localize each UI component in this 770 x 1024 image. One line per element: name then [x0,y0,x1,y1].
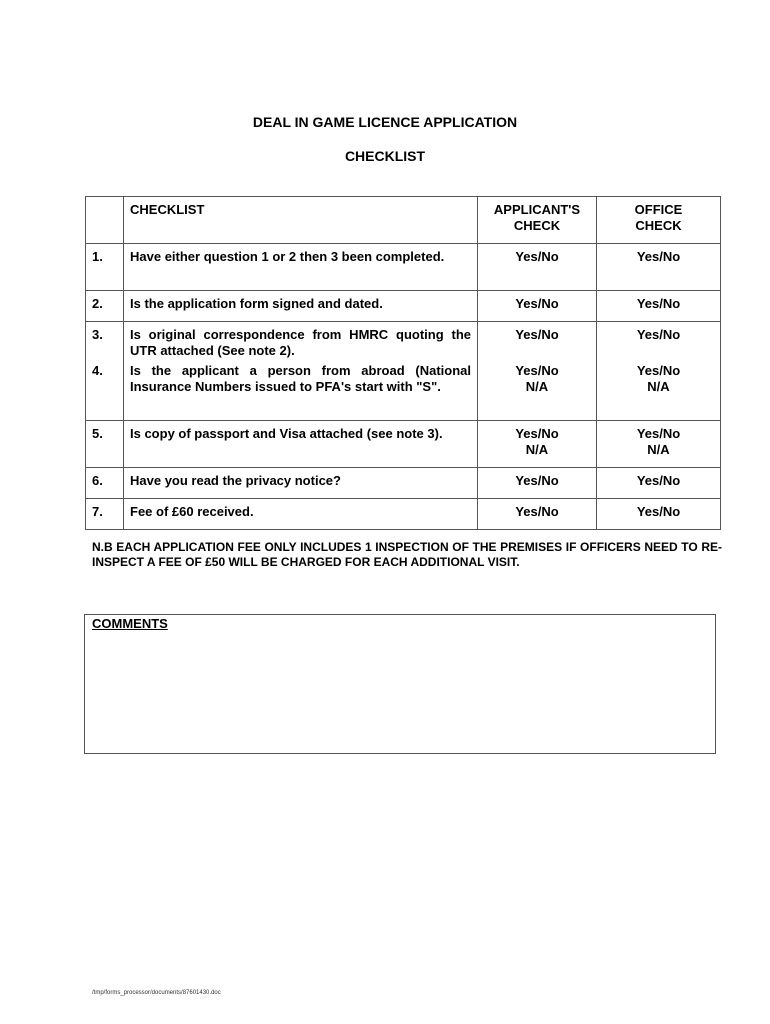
applicant-check-cell[interactable]: Yes/No [478,499,597,530]
document-title: DEAL IN GAME LICENCE APPLICATION [252,114,518,130]
document-subtitle: CHECKLIST [344,148,426,164]
applicant-check-cell[interactable]: Yes/No N/A [478,421,597,468]
header-checklist: CHECKLIST [124,197,478,244]
row-number: 3. [86,322,124,364]
header-applicant-check: APPLICANT'S CHECK [478,197,597,244]
table-row [86,421,721,468]
applicant-check-cell[interactable]: Yes/No [478,322,597,364]
table-row [86,468,721,499]
row-number: 2. [86,291,124,322]
office-check-cell[interactable]: Yes/No [597,499,721,530]
row-number: 1. [86,244,124,291]
row-question: Is the applicant a person from abroad (National Insurance Numbers issued to PFA's start with "S". [124,363,478,421]
row-question: Have you read the privacy notice? [124,468,478,499]
row-number: 6. [86,468,124,499]
office-check-cell[interactable]: Yes/No [597,322,721,364]
document-path-footer: /tmp/forms_processor/documents/87601430.doc [92,990,221,996]
row-number: 7. [86,499,124,530]
row-question: Have either question 1 or 2 then 3 been completed. [124,244,478,291]
office-check-cell[interactable]: Yes/No N/A [597,363,721,421]
office-check-cell[interactable]: Yes/No [597,468,721,499]
row-question: Fee of £60 received. [124,499,478,530]
row-number: 5. [86,421,124,468]
office-check-cell[interactable]: Yes/No [597,291,721,322]
applicant-check-cell[interactable]: Yes/No [478,291,597,322]
row-question: Is copy of passport and Visa attached (see note 3). [124,421,478,468]
office-check-cell[interactable]: Yes/No N/A [597,421,721,468]
applicant-check-cell[interactable]: Yes/No [478,244,597,291]
header-office-check: OFFICE CHECK [597,197,721,244]
checklist-table [85,196,721,530]
office-check-cell[interactable]: Yes/No [597,244,721,291]
table-row [86,363,721,421]
comments-field[interactable] [84,614,716,754]
fee-note: N.B EACH APPLICATION FEE ONLY INCLUDES 1 INSPECTION OF THE PREMISES IF OFFICERS NEED TO RE-INSPECT A FEE OF £50 WILL BE CHARGED FOR EACH ADDITIONAL VISIT. [92,540,722,569]
applicant-check-cell[interactable]: Yes/No N/A [478,363,597,421]
table-header-row [86,197,721,244]
header-number [86,197,124,244]
row-question: Is original correspondence from HMRC quoting the UTR attached (See note 2). [124,322,478,364]
row-question: Is the application form signed and dated. [124,291,478,322]
applicant-check-cell[interactable]: Yes/No [478,468,597,499]
row-number: 4. [86,363,124,421]
table-row [86,291,721,322]
table-row [86,322,721,364]
table-row [86,244,721,291]
table-row [86,499,721,530]
comments-label: COMMENTS [92,616,168,631]
